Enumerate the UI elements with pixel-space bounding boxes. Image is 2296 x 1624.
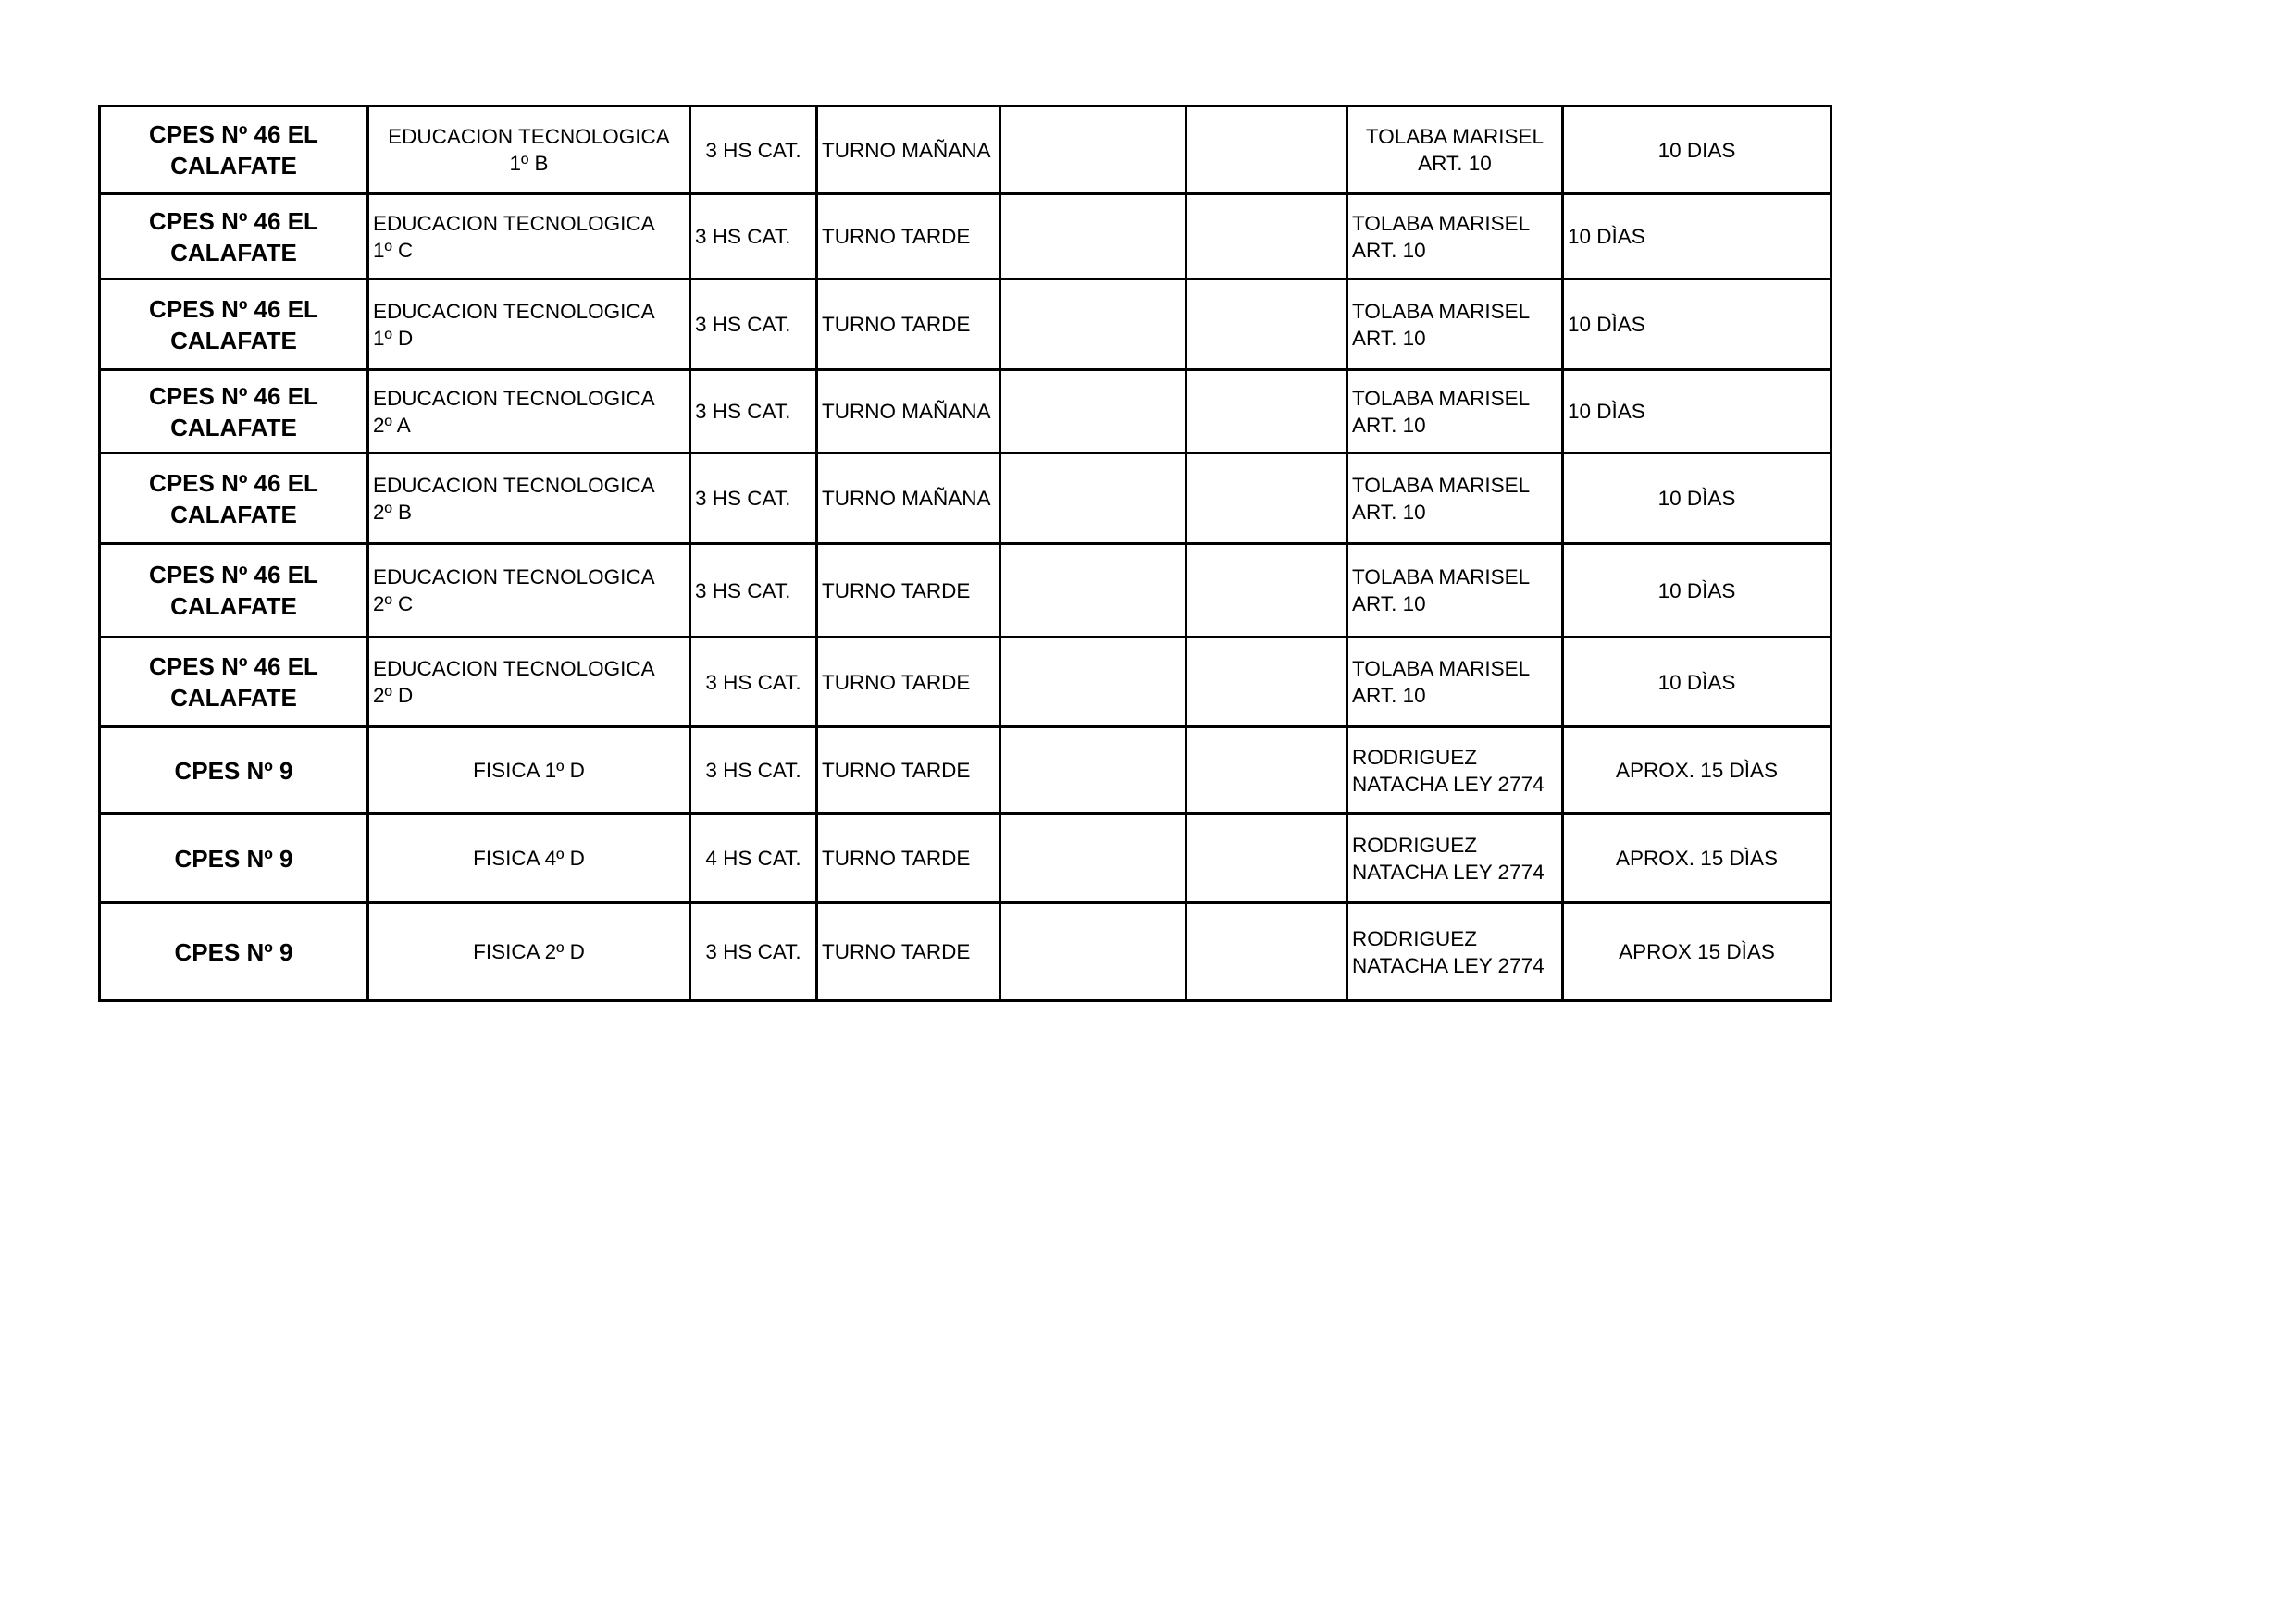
empty-cell xyxy=(1000,279,1186,370)
hours-cell: 3 HS CAT. xyxy=(690,544,817,638)
shift-cell: TURNO MAÑANA xyxy=(817,453,1000,544)
table-row xyxy=(100,903,1831,1001)
school-cell: CPES Nº 9 xyxy=(100,903,368,1001)
table-row xyxy=(100,453,1831,544)
subject-cell: EDUCACION TECNOLOGICA 1º B xyxy=(368,106,690,194)
hours-cell: 3 HS CAT. xyxy=(690,453,817,544)
teacher-cell: TOLABA MARISEL ART. 10 xyxy=(1347,106,1563,194)
table-row xyxy=(100,106,1831,194)
duration-cell: APROX. 15 DÌAS xyxy=(1563,814,1831,903)
subject-cell: EDUCACION TECNOLOGICA 2º C xyxy=(368,544,690,638)
empty-cell xyxy=(1186,903,1347,1001)
duration-cell: APROX. 15 DÌAS xyxy=(1563,727,1831,814)
empty-cell xyxy=(1186,106,1347,194)
school-cell: CPES Nº 46 EL CALAFATE xyxy=(100,106,368,194)
empty-cell xyxy=(1186,194,1347,279)
subject-cell: FISICA 1º D xyxy=(368,727,690,814)
duration-cell: 10 DÌAS xyxy=(1563,370,1831,453)
empty-cell xyxy=(1000,453,1186,544)
duration-cell: APROX 15 DÌAS xyxy=(1563,903,1831,1001)
subject-cell: EDUCACION TECNOLOGICA 1º D xyxy=(368,279,690,370)
school-cell: CPES Nº 46 EL CALAFATE xyxy=(100,544,368,638)
shift-cell: TURNO MAÑANA xyxy=(817,370,1000,453)
teacher-cell: TOLABA MARISEL ART. 10 xyxy=(1347,370,1563,453)
shift-cell: TURNO TARDE xyxy=(817,638,1000,727)
empty-cell xyxy=(1000,727,1186,814)
empty-cell xyxy=(1000,194,1186,279)
shift-cell: TURNO TARDE xyxy=(817,903,1000,1001)
subject-cell: EDUCACION TECNOLOGICA 2º A xyxy=(368,370,690,453)
hours-cell: 3 HS CAT. xyxy=(690,727,817,814)
duration-cell: 10 DÌAS xyxy=(1563,453,1831,544)
table-body xyxy=(100,106,1831,1001)
duration-cell: 10 DIAS xyxy=(1563,106,1831,194)
empty-cell xyxy=(1186,544,1347,638)
empty-cell xyxy=(1186,370,1347,453)
subject-cell: EDUCACION TECNOLOGICA 2º B xyxy=(368,453,690,544)
shift-cell: TURNO TARDE xyxy=(817,544,1000,638)
teacher-cell: RODRIGUEZ NATACHA LEY 2774 xyxy=(1347,903,1563,1001)
school-cell: CPES Nº 46 EL CALAFATE xyxy=(100,370,368,453)
subject-cell: FISICA 4º D xyxy=(368,814,690,903)
hours-cell: 4 HS CAT. xyxy=(690,814,817,903)
hours-cell: 3 HS CAT. xyxy=(690,370,817,453)
shift-cell: TURNO TARDE xyxy=(817,194,1000,279)
hours-cell: 3 HS CAT. xyxy=(690,106,817,194)
school-cell: CPES Nº 46 EL CALAFATE xyxy=(100,453,368,544)
teacher-cell: RODRIGUEZ NATACHA LEY 2774 xyxy=(1347,814,1563,903)
school-cell: CPES Nº 46 EL CALAFATE xyxy=(100,638,368,727)
shift-cell: TURNO TARDE xyxy=(817,279,1000,370)
teacher-cell: TOLABA MARISEL ART. 10 xyxy=(1347,544,1563,638)
empty-cell xyxy=(1000,638,1186,727)
empty-cell xyxy=(1186,727,1347,814)
empty-cell xyxy=(1000,903,1186,1001)
teacher-cell: TOLABA MARISEL ART. 10 xyxy=(1347,279,1563,370)
duration-cell: 10 DÌAS xyxy=(1563,279,1831,370)
subject-cell: EDUCACION TECNOLOGICA 1º C xyxy=(368,194,690,279)
table-row xyxy=(100,727,1831,814)
shift-cell: TURNO MAÑANA xyxy=(817,106,1000,194)
table-row xyxy=(100,814,1831,903)
duration-cell: 10 DÌAS xyxy=(1563,544,1831,638)
teacher-cell: RODRIGUEZ NATACHA LEY 2774 xyxy=(1347,727,1563,814)
empty-cell xyxy=(1186,814,1347,903)
subject-cell: EDUCACION TECNOLOGICA 2º D xyxy=(368,638,690,727)
empty-cell xyxy=(1186,638,1347,727)
shift-cell: TURNO TARDE xyxy=(817,727,1000,814)
school-cell: CPES Nº 9 xyxy=(100,814,368,903)
shift-cell: TURNO TARDE xyxy=(817,814,1000,903)
table-row xyxy=(100,194,1831,279)
teacher-cell: TOLABA MARISEL ART. 10 xyxy=(1347,453,1563,544)
empty-cell xyxy=(1000,106,1186,194)
hours-cell: 3 HS CAT. xyxy=(690,638,817,727)
vacancy-table xyxy=(98,105,1832,1002)
table-row xyxy=(100,279,1831,370)
school-cell: CPES Nº 46 EL CALAFATE xyxy=(100,194,368,279)
school-cell: CPES Nº 46 EL CALAFATE xyxy=(100,279,368,370)
subject-cell: FISICA 2º D xyxy=(368,903,690,1001)
teacher-cell: TOLABA MARISEL ART. 10 xyxy=(1347,638,1563,727)
empty-cell xyxy=(1000,370,1186,453)
empty-cell xyxy=(1000,544,1186,638)
teacher-cell: TOLABA MARISEL ART. 10 xyxy=(1347,194,1563,279)
empty-cell xyxy=(1186,453,1347,544)
table-row xyxy=(100,638,1831,727)
empty-cell xyxy=(1186,279,1347,370)
hours-cell: 3 HS CAT. xyxy=(690,194,817,279)
empty-cell xyxy=(1000,814,1186,903)
table-row xyxy=(100,370,1831,453)
table-row xyxy=(100,544,1831,638)
duration-cell: 10 DÌAS xyxy=(1563,194,1831,279)
school-cell: CPES Nº 9 xyxy=(100,727,368,814)
hours-cell: 3 HS CAT. xyxy=(690,279,817,370)
hours-cell: 3 HS CAT. xyxy=(690,903,817,1001)
duration-cell: 10 DÌAS xyxy=(1563,638,1831,727)
